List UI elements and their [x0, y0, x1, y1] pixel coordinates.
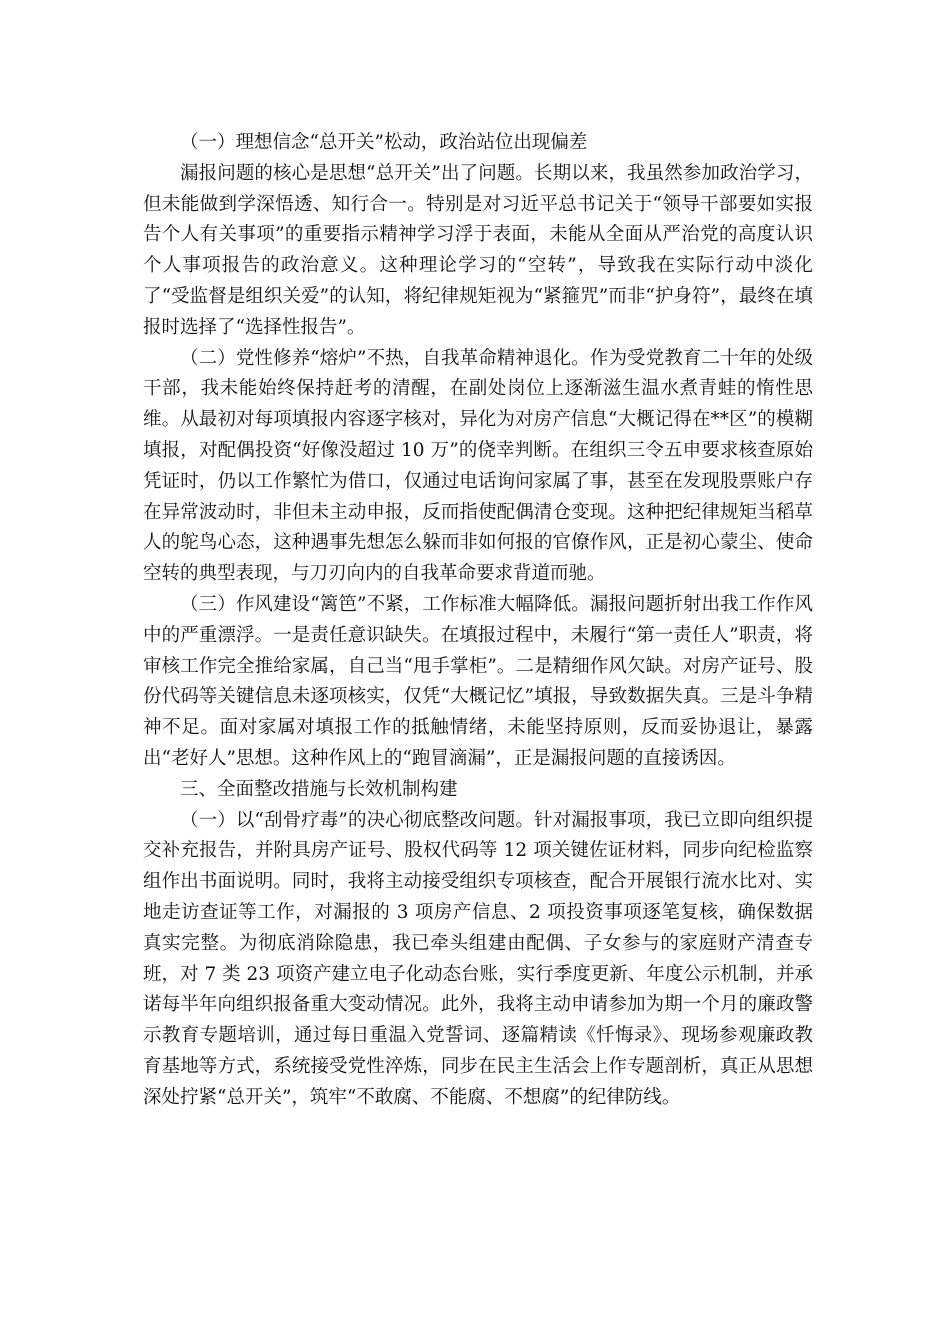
section-heading-ideals: （一）理想信念“总开关”松动，政治站位出现偏差: [180, 132, 588, 153]
document-body: [143, 128, 813, 1114]
paragraph-rectification-measures: （一）以“刮骨疗毒”的决心彻底整改问题。针对漏报事项，我已立即向组织提交补充报告，并附具房产证号、股权代码等 12 项关键佐证材料，同步向纪检监察组作出书面说明。同时，我将主动接受组织专项核查，配合开展银行流水比对、实地走访查证等工作，对漏报的 3 项房产信息、2 项投资事项逐笔复核，确保数据真实完整。为彻底消除隐患，我已牵头组建由配偶、子女参与的家庭财产清查专班，对 7 类 23 项资产建立电子化动态台账，实行季度更新、年度公示机制，并承诺每半年向组织报备重大变动情况。此外，我将主动申请参加为期一个月的廉政警示教育专题培训，通过每日重温入党誓词、逐篇精读《忏悔录》、现场参观廉政教育基地等方式，系统接受党性淬炼，同步在民主生活会上作专题剖析，真正从思想深处拧紧“总开关”，筑牢“不敢腐、不能腐、不想腐”的纪律防线。: [143, 809, 813, 1108]
section-heading-rectification: 三、全面整改措施与长效机制构建: [180, 778, 458, 800]
paragraph-root-cause: 漏报问题的核心是思想“总开关”出了问题。长期以来，我虽然参加政治学习，但未能做到学深悟透、知行合一。特别是对习近平总书记关于“领导干部要如实报告个人有关事项”的重要指示精神学习浮于表面，未能从全面从严治党的高度认识个人事项报告的政治意义。这种理论学习的“空转”，导致我在实际行动中淡化了“受监督是组织关爱”的认知，将纪律规矩视为“紧箍咒”而非“护身符”，最终在填报时选择了“选择性报告”。: [143, 162, 813, 338]
paragraph-work-style: （三）作风建设“篱笆”不紧，工作标准大幅降低。漏报问题折射出我工作作风中的严重漂浮。一是责任意识缺失。在填报过程中，未履行“第一责任人”职责，将审核工作完全推给家属，自己当“甩手掌柜”。二是精细作风欠缺。对房产证号、股份代码等关键信息未逐项核实，仅凭“大概记忆”填报，导致数据失真。三是斗争精神不足。面对家属对填报工作的抵触情绪，未能坚持原则，反而妥协退让，暴露出“老好人”思想。这种作风上的“跑冒滴漏”，正是漏报问题的直接诱因。: [143, 593, 813, 769]
paragraph-party-spirit: （二）党性修养“熔炉”不热，自我革命精神退化。作为受党教育二十年的处级干部，我未能始终保持赶考的清醒，在副处岗位上逐渐滋生温水煮青蛙的惰性思维。从最初对每项填报内容逐字核对，异化为对房产信息“大概记得在**区”的模糊填报，对配偶投资“好像没超过 10 万”的侥幸判断。在组织三令五申要求核查原始凭证时，仍以工作繁忙为借口，仅通过电话询问家属了事，甚至在发现股票账户存在异常波动时，非但未主动申报，反而指使配偶清仓变现。这种把纪律规矩当稻草人的鸵鸟心态，这种遇事先想怎么躲而非如何报的官僚作风，正是初心蒙尘、使命空转的典型表现，与刀刃向内的自我革命要求背道而驰。: [143, 347, 813, 585]
